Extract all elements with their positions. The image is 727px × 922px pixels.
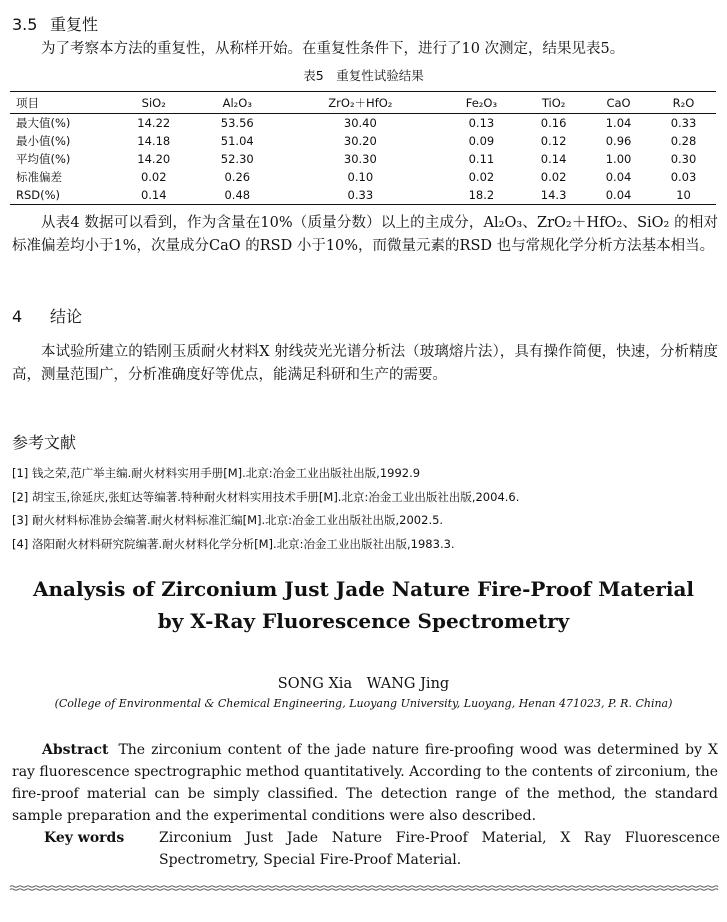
references-heading: 参考文献 — [12, 433, 77, 452]
table-cell: 0.02 — [540, 170, 567, 184]
table-cell: 0.14 — [140, 188, 167, 202]
table-cell: 18.2 — [468, 188, 495, 202]
table-cell: 0.02 — [468, 170, 495, 184]
table-cell: 0.26 — [224, 170, 251, 184]
english-title-line-2: by X-Ray Fluorescence Spectrometry — [157, 609, 570, 633]
table-row — [10, 114, 716, 133]
table-cell: 0.04 — [605, 170, 632, 184]
section-number: 4 — [12, 307, 23, 326]
english-title-line-1: Analysis of Zirconium Just Jade Nature Fire-Proof Material — [32, 577, 694, 601]
table-cell: 53.56 — [220, 116, 254, 130]
reference-item: [1] 钱之荣,范广举主编.耐火材料实用手册[M].北京:冶金工业出版社出版,1992.9 — [12, 466, 421, 480]
header-cell: R₂O — [651, 92, 716, 114]
table-cell: 14.20 — [137, 152, 171, 166]
section-number: 3.5 — [12, 15, 38, 34]
keywords-text: Zirconium Just Jade Nature Fire-Proof Material, X Ray Fluorescence Spectrometry, Special Fire-Proof Material. — [159, 830, 720, 868]
table-cell: 10 — [676, 188, 691, 202]
table-cell: 0.02 — [140, 170, 167, 184]
wavy-divider — [10, 884, 718, 892]
table-cell: 0.11 — [468, 152, 495, 166]
table-cell: 平均值(%) — [16, 152, 71, 166]
repeatability-table — [10, 91, 716, 205]
table-cell: 0.09 — [468, 134, 495, 148]
table-row — [10, 168, 716, 186]
paragraph-analysis: 从表4 数据可以看到，作为含量在10%（质量分数）以上的主成分，Al₂O₃、ZrO₂＋HfO₂、SiO₂ 的相对标准偏差均小于1%，次量成分CaO 的RSD 小于10%，而微量元素的RSD 也与常规化学分析方法基本相当。 — [12, 215, 718, 254]
table-cell: 1.00 — [605, 152, 632, 166]
abstract-label: Abstract — [42, 742, 109, 758]
table-row — [10, 150, 716, 168]
header-cell: CaO — [586, 92, 651, 114]
table-row — [10, 186, 716, 205]
header-cell: SiO₂ — [112, 92, 196, 114]
table-header-row — [10, 92, 716, 114]
table-cell: 标准偏差 — [16, 170, 62, 184]
table-cell: 最大值(%) — [16, 116, 71, 130]
header-cell: TiO₂ — [521, 92, 586, 114]
table-caption: 表5 重复性试验结果 — [303, 68, 424, 83]
table-cell: 30.40 — [343, 116, 377, 130]
abstract-text: The zirconium content of the jade nature fire-proofing wood was determined by X ray fluorescence spectrographic method quantitatively. According to the contents of zirconium, the fire-proof material can be simply classified. The detection range of the method, the standard sample preparation and the experimental conditions were also described. — [12, 742, 718, 824]
reference-item: [2] 胡宝玉,徐延庆,张虹达等编著.特种耐火材料实用技术手册[M].北京:冶金工业出版社出版,2004.6. — [12, 489, 520, 504]
table-cell: RSD(%) — [16, 188, 61, 202]
paragraph-conclusion: 本试验所建立的锆刚玉质耐火材料X 射线荧光光谱分析法（玻璃熔片法），具有操作简便，快速，分析精度高，测量范围广，分析准确度好等优点，能满足科研和生产的需要。 — [12, 344, 718, 383]
table-cell: 51.04 — [220, 134, 254, 148]
section-4-heading — [12, 304, 82, 327]
header-cell: Al₂O₃ — [196, 92, 280, 114]
table-cell: 0.13 — [468, 116, 495, 130]
table-cell: 14.3 — [540, 188, 567, 202]
table-cell: 0.48 — [224, 188, 251, 202]
table-cell: 0.96 — [605, 134, 632, 148]
table-cell: 30.30 — [343, 152, 377, 166]
table-cell: 0.33 — [670, 116, 697, 130]
table-cell: 0.03 — [670, 170, 697, 184]
table-cell: 1.04 — [605, 116, 632, 130]
reference-item: [4] 洛阳耐火材料研究院编著.耐火材料化学分析[M].北京:冶金工业出版社出版,1983.3. — [12, 536, 455, 551]
table-cell: 14.18 — [137, 134, 171, 148]
section-3-5-heading — [12, 12, 98, 35]
authors: SONG Xia WANG Jing — [277, 676, 450, 692]
table-cell: 0.12 — [540, 134, 567, 148]
table-cell: 30.20 — [343, 134, 377, 148]
table-cell: 0.10 — [347, 170, 374, 184]
reference-item: [3] 耐火材料标准协会编著.耐火材料标准汇编[M].北京:冶金工业出版社出版,2002.5. — [12, 513, 444, 527]
keywords — [44, 827, 720, 871]
table-cell: 0.30 — [670, 152, 697, 166]
section-title: 重复性 — [50, 15, 99, 34]
table-cell: 0.28 — [670, 134, 697, 148]
references-list — [12, 462, 519, 556]
table-cell: 0.16 — [540, 116, 567, 130]
table-row — [10, 132, 716, 150]
abstract — [12, 739, 718, 827]
header-cell: 项目 — [10, 92, 112, 114]
table-cell: 52.30 — [220, 152, 254, 166]
table-cell: 0.04 — [605, 188, 632, 202]
section-title: 结论 — [50, 307, 83, 326]
keywords-label: Key words — [44, 830, 125, 846]
header-cell: Fe₂O₃ — [442, 92, 521, 114]
table-cell: 最小值(%) — [16, 134, 71, 148]
table-cell: 0.33 — [347, 188, 374, 202]
table-cell: 14.22 — [137, 116, 171, 130]
table-cell: 0.14 — [540, 152, 567, 166]
paragraph-repeatability: 为了考察本方法的重复性，从称样开始。在重复性条件下，进行了10 次测定，结果见表5。 — [41, 41, 625, 57]
affiliation: (College of Environmental & Chemical Engineering, Luoyang University, Luoyang, Henan 471023, P. R. China) — [54, 697, 673, 710]
header-cell: ZrO₂＋HfO₂ — [279, 92, 442, 114]
